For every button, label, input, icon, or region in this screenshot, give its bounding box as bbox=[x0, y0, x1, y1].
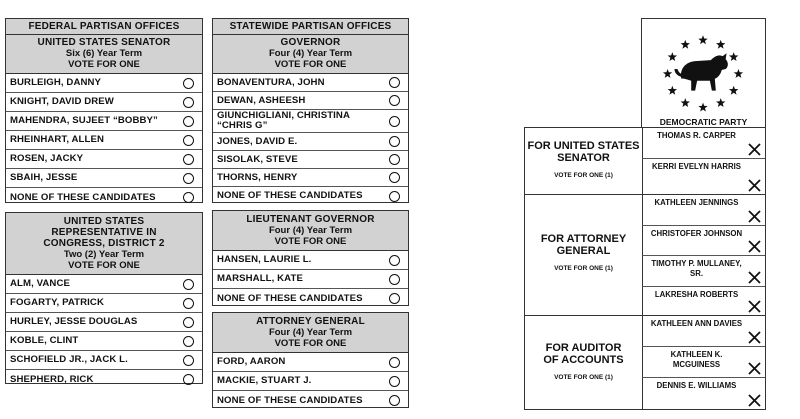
representative-header bbox=[6, 213, 202, 275]
candidate-name: TIMOTHY P. MULLANEY, SR. bbox=[651, 259, 742, 278]
candidate-name: HURLEY, JESSE DOUGLAS bbox=[10, 316, 138, 327]
vote-oval[interactable] bbox=[389, 136, 400, 147]
vote-instruction: VOTE FOR ONE bbox=[274, 338, 347, 349]
candidate-name: ALM, VANCE bbox=[10, 278, 70, 289]
office-name: FOR UNITED STATES SENATOR bbox=[527, 140, 640, 164]
star-icon bbox=[729, 52, 738, 61]
candidate-row[interactable] bbox=[6, 275, 202, 294]
vote-oval[interactable] bbox=[389, 255, 400, 266]
star-icon bbox=[716, 40, 725, 49]
candidate-row[interactable] bbox=[6, 169, 202, 188]
vote-x-mark[interactable] bbox=[748, 331, 761, 344]
candidate-row[interactable] bbox=[6, 313, 202, 332]
office-name: FOR ATTORNEY GENERAL bbox=[540, 233, 627, 257]
term-text: Four (4) Year Term bbox=[268, 327, 353, 338]
attorney-general-header bbox=[213, 313, 408, 353]
star-icon bbox=[729, 86, 738, 95]
vote-instruction: VOTE FOR ONE bbox=[68, 59, 140, 70]
vote-oval[interactable] bbox=[183, 116, 194, 127]
candidate-row[interactable] bbox=[213, 372, 408, 391]
vote-instruction: VOTE FOR ONE (1) bbox=[554, 265, 613, 272]
star-icon bbox=[698, 35, 707, 44]
candidate-row[interactable] bbox=[6, 370, 202, 389]
candidate-cell[interactable] bbox=[642, 226, 765, 256]
candidate-name: ROSEN, JACKY bbox=[10, 153, 84, 164]
vote-oval[interactable] bbox=[389, 154, 400, 165]
vote-x-mark[interactable] bbox=[748, 143, 761, 156]
candidate-cell[interactable] bbox=[642, 256, 765, 287]
vote-oval[interactable] bbox=[183, 154, 194, 165]
office-title: UNITED STATES SENATOR bbox=[37, 37, 171, 48]
candidate-name: MAHENDRA, SUJEET “BOBBY” bbox=[10, 115, 158, 126]
vote-oval[interactable] bbox=[389, 191, 400, 202]
vote-oval[interactable] bbox=[183, 192, 194, 203]
governor-header bbox=[213, 19, 408, 74]
vote-oval[interactable] bbox=[183, 279, 194, 290]
term-text: Six (6) Year Term bbox=[65, 48, 143, 59]
vote-instruction: VOTE FOR ONE bbox=[274, 59, 347, 70]
candidate-row[interactable] bbox=[213, 289, 408, 308]
office-attorney-general bbox=[525, 195, 642, 316]
candidate-row[interactable] bbox=[213, 92, 408, 110]
candidate-cell[interactable] bbox=[642, 128, 765, 159]
candidate-row[interactable] bbox=[213, 169, 408, 187]
vote-x-mark[interactable] bbox=[748, 300, 761, 313]
vote-instruction: VOTE FOR ONE bbox=[274, 236, 347, 247]
candidate-row[interactable] bbox=[213, 133, 408, 151]
candidate-name: KERRI EVELYN HARRIS bbox=[652, 162, 741, 171]
candidate-cell[interactable] bbox=[642, 347, 765, 378]
candidate-name: SCHOFIELD JR., JACK L. bbox=[10, 354, 128, 365]
candidate-row[interactable] bbox=[213, 187, 408, 205]
office-auditor bbox=[525, 316, 642, 409]
vote-instruction: VOTE FOR ONE (1) bbox=[554, 172, 613, 179]
vote-oval[interactable] bbox=[183, 374, 194, 385]
candidate-row[interactable] bbox=[213, 110, 408, 133]
candidate-name: NONE OF THESE CANDIDATES bbox=[217, 394, 363, 406]
candidate-name: NONE OF THESE CANDIDATES bbox=[217, 190, 363, 201]
candidate-row[interactable] bbox=[6, 93, 202, 112]
candidate-name: SHEPHERD, RICK bbox=[10, 373, 94, 385]
office-title: LIEUTENANT GOVERNOR bbox=[246, 214, 375, 225]
star-icon bbox=[668, 52, 677, 61]
vote-oval[interactable] bbox=[183, 355, 194, 366]
candidate-name: RHEINHART, ALLEN bbox=[10, 134, 104, 145]
candidate-cell[interactable] bbox=[642, 316, 765, 347]
star-icon bbox=[663, 69, 672, 78]
term-text: Four (4) Year Term bbox=[268, 48, 353, 59]
star-icon bbox=[734, 69, 743, 78]
democratic-contests bbox=[524, 127, 766, 410]
candidate-name: MACKIE, STUART J. bbox=[217, 375, 312, 386]
lt-governor-header bbox=[213, 211, 408, 251]
party-name: DEMOCRATIC PARTY bbox=[659, 117, 748, 127]
candidate-name: LAKRESHA ROBERTS bbox=[654, 290, 739, 299]
candidate-name: HANSEN, LAURIE L. bbox=[217, 254, 312, 265]
vote-x-mark[interactable] bbox=[748, 210, 761, 223]
attorney-general-contest bbox=[212, 312, 409, 408]
candidate-name: THOMAS R. CARPER bbox=[657, 131, 736, 140]
candidate-name: FORD, AARON bbox=[217, 356, 286, 367]
candidate-name: SBAIH, JESSE bbox=[10, 172, 78, 183]
vote-oval[interactable] bbox=[183, 317, 194, 328]
vote-oval[interactable] bbox=[389, 357, 400, 368]
candidate-row[interactable] bbox=[213, 270, 408, 289]
vote-oval[interactable] bbox=[389, 376, 400, 387]
vote-x-mark[interactable] bbox=[748, 240, 761, 253]
candidate-name: MARSHALL, KATE bbox=[217, 273, 303, 284]
office-title: UNITED STATES REPRESENTATIVE IN CONGRESS, DISTRICT 2 bbox=[43, 216, 165, 249]
candidate-row[interactable] bbox=[6, 112, 202, 131]
statewide-section-title: STATEWIDE PARTISAN OFFICES bbox=[213, 19, 408, 35]
vote-x-mark[interactable] bbox=[748, 179, 761, 192]
candidate-row[interactable] bbox=[6, 188, 202, 207]
candidate-row[interactable] bbox=[213, 251, 408, 270]
candidate-name: BURLEIGH, DANNY bbox=[10, 77, 102, 88]
candidate-row[interactable] bbox=[213, 353, 408, 372]
candidate-row[interactable] bbox=[6, 74, 202, 93]
federal-section-title: FEDERAL PARTISAN OFFICES bbox=[6, 19, 202, 35]
vote-oval[interactable] bbox=[389, 77, 400, 88]
candidate-cell[interactable] bbox=[642, 287, 765, 316]
candidate-row[interactable] bbox=[6, 351, 202, 370]
candidate-name: THORNS, HENRY bbox=[217, 171, 298, 183]
candidate-name: KATHLEEN K. MCGUINESS bbox=[670, 350, 723, 369]
term-text: Two (2) Year Term bbox=[63, 249, 145, 260]
vote-instruction: VOTE FOR ONE (1) bbox=[554, 374, 613, 381]
senator-contest bbox=[5, 18, 203, 203]
candidate-row[interactable] bbox=[6, 332, 202, 351]
star-icon bbox=[681, 40, 690, 49]
star-icon bbox=[668, 86, 677, 95]
candidate-name: KOBLE, CLINT bbox=[10, 335, 79, 346]
candidate-name: SISOLAK, STEVE bbox=[217, 153, 298, 165]
star-icon bbox=[681, 98, 690, 107]
candidate-row[interactable] bbox=[213, 391, 408, 410]
candidate-name: FOGARTY, PATRICK bbox=[10, 297, 104, 308]
vote-oval[interactable] bbox=[389, 116, 400, 127]
governor-contest bbox=[212, 18, 409, 203]
vote-x-mark[interactable] bbox=[748, 362, 761, 375]
term-text: Four (4) Year Term bbox=[268, 225, 353, 236]
candidate-name: NONE OF THESE CANDIDATES bbox=[217, 292, 363, 304]
candidate-name: KNIGHT, DAVID DREW bbox=[10, 96, 114, 107]
candidate-row[interactable] bbox=[6, 294, 202, 313]
candidate-name: JONES, DAVID E. bbox=[217, 135, 298, 147]
representative-contest bbox=[5, 212, 203, 384]
vote-oval[interactable] bbox=[183, 135, 194, 146]
candidate-name: NONE OF THESE CANDIDATES bbox=[10, 191, 156, 203]
star-icon bbox=[716, 98, 725, 107]
vote-oval[interactable] bbox=[183, 97, 194, 108]
office-senator bbox=[525, 128, 642, 195]
vote-x-mark[interactable] bbox=[748, 271, 761, 284]
vote-oval[interactable] bbox=[389, 95, 400, 106]
candidate-cell[interactable] bbox=[642, 378, 765, 409]
vote-instruction: VOTE FOR ONE bbox=[68, 260, 140, 271]
candidate-name: DENNIS E. WILLIAMS bbox=[656, 381, 737, 390]
donkey-stars-icon bbox=[642, 19, 765, 114]
candidate-row[interactable] bbox=[6, 131, 202, 150]
star-icon bbox=[698, 103, 707, 112]
vote-oval[interactable] bbox=[389, 395, 400, 406]
candidate-name: KATHLEEN ANN DAVIES bbox=[650, 319, 743, 328]
vote-oval[interactable] bbox=[183, 336, 194, 347]
lt-governor-contest bbox=[212, 210, 409, 306]
candidate-name: BONAVENTURA, JOHN bbox=[217, 76, 325, 88]
candidate-row[interactable] bbox=[6, 150, 202, 169]
vote-oval[interactable] bbox=[389, 293, 400, 304]
vote-oval[interactable] bbox=[183, 173, 194, 184]
office-title: ATTORNEY GENERAL bbox=[256, 316, 365, 327]
candidate-name: KATHLEEN JENNINGS bbox=[654, 198, 739, 207]
vote-oval[interactable] bbox=[389, 274, 400, 285]
candidate-row[interactable] bbox=[213, 74, 408, 92]
candidate-cell[interactable] bbox=[642, 195, 765, 226]
vote-oval[interactable] bbox=[389, 172, 400, 183]
candidate-name: DEWAN, ASHEESH bbox=[217, 94, 306, 106]
vote-oval[interactable] bbox=[183, 298, 194, 309]
vote-x-mark[interactable] bbox=[748, 394, 761, 407]
candidate-name: GIUNCHIGLIANI, CHRISTINA “CHRIS G” bbox=[217, 110, 350, 131]
office-name: FOR AUDITOR OF ACCOUNTS bbox=[543, 342, 624, 366]
vote-oval[interactable] bbox=[183, 78, 194, 89]
candidate-cell[interactable] bbox=[642, 159, 765, 195]
office-title: GOVERNOR bbox=[280, 37, 341, 48]
candidate-row[interactable] bbox=[213, 151, 408, 169]
candidate-name: CHRISTOFER JOHNSON bbox=[650, 229, 743, 238]
senator-header bbox=[6, 19, 202, 74]
party-column-header bbox=[641, 18, 766, 128]
